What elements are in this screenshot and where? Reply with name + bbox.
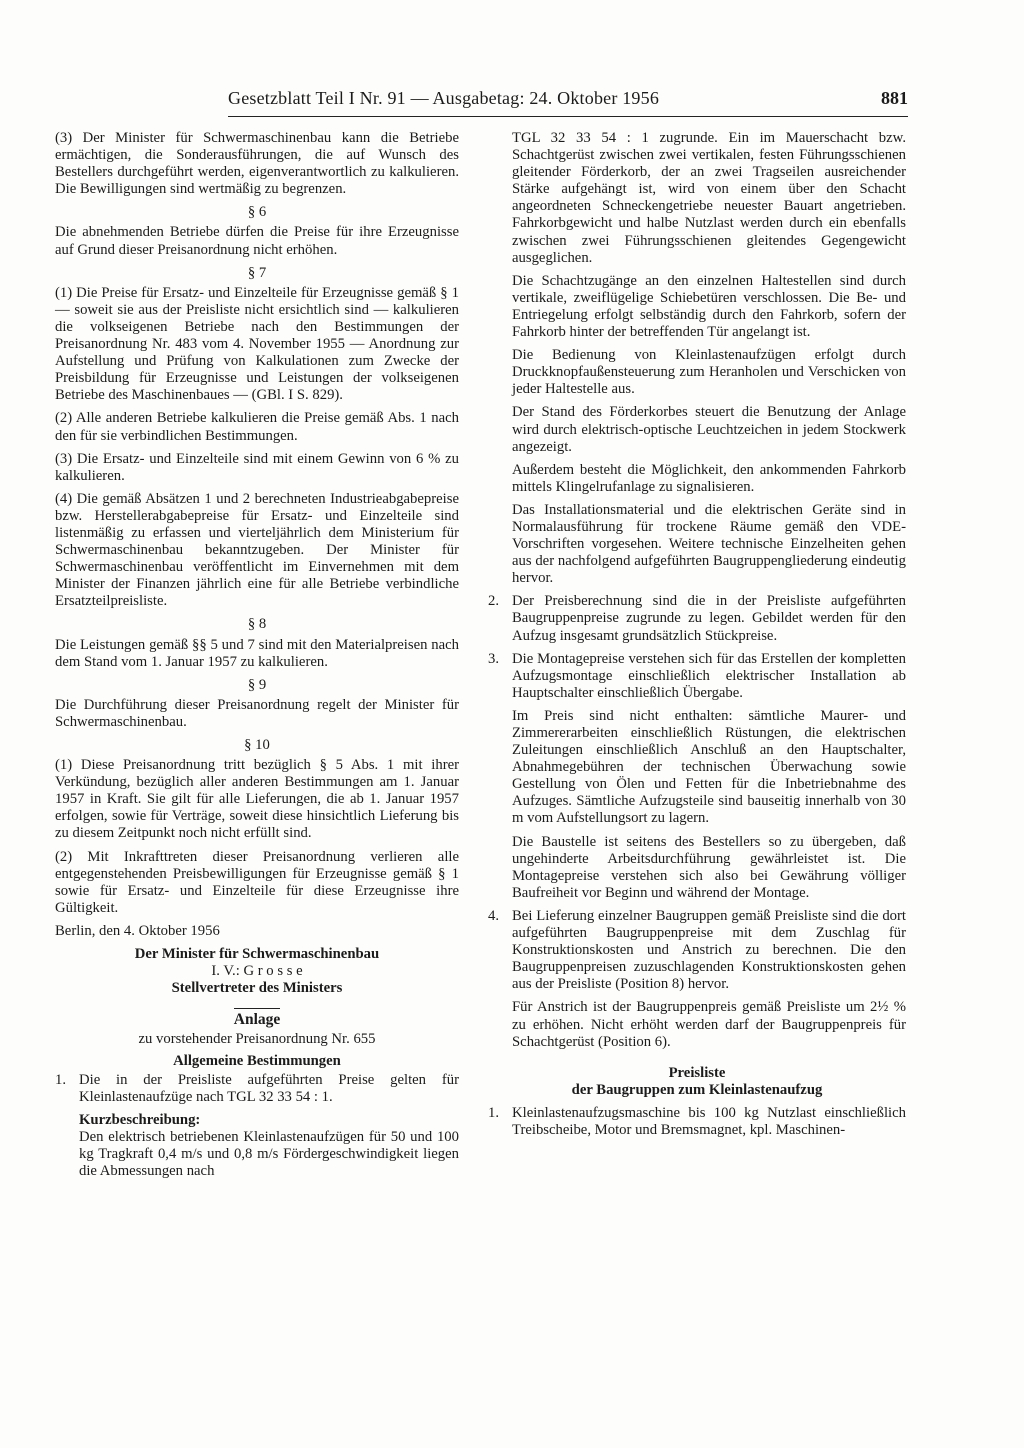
left-column	[55, 130, 459, 1186]
section-heading: § 7	[247, 264, 267, 281]
paragraph: Der Stand des Förderkorbes steuert die Benutzung der Anlage wird durch elektrisch-optische Leuchtzeichen in jedem Stockwerk angezeigt.	[512, 404, 906, 455]
item-number: 4.	[488, 907, 500, 924]
header-rule	[228, 116, 908, 117]
paragraph: (1) Diese Preisanordnung tritt bezüglich § 5 Abs. 1 mit ihrer Verkündung, bezüglich aller anderen Bestimmungen am 1. Januar 1957 in Kraft. Sie gilt für alle Lieferungen, die ab 1. Januar 1957 erfolgen, sowie für Verträge, soweit diese hinsichtlich Lieferung bis zu diesem Zeitpunkt noch nicht erfüllt sind.	[55, 757, 459, 842]
paragraph: Die Leistungen gemäß §§ 5 und 7 sind mit den Materialpreisen nach dem Stand vom 1. Januar 1957 zu kalkulieren.	[55, 636, 459, 670]
signature-role: Stellvertreter des Ministers	[171, 980, 343, 997]
paragraph: Außerdem besteht die Möglichkeit, den ankommenden Fahrkorb mittels Klingelrufanlage zu signalisieren.	[512, 461, 906, 495]
page-header	[228, 88, 908, 120]
item-number: 1.	[55, 1071, 67, 1088]
paragraph: Für Anstrich ist der Baugruppenpreis gemäß Preisliste um 2½ % zu erhöhen. Nicht erhöht werden darf der Baugruppenpreis für Schachtgerüst (Position 6).	[512, 999, 906, 1050]
page-number: 881	[881, 88, 908, 108]
paragraph: Die Baustelle ist seitens des Bestellers so zu übergeben, daß ungehinderte Arbeitsdurchführung gewährleistet ist. Die Montagepreise verstehen sich also bei Gewährung völliger Baufreiheit vor Beginn und während der Montage.	[512, 833, 906, 901]
item-text: Der Preisberechnung sind die in der Preisliste aufgeführten Baugruppenpreise zugrunde zu legen. Gebildet werden für den Aufzug insgesamt grundsätzlich Stückpreise.	[512, 593, 906, 644]
paragraph: Die abnehmenden Betriebe dürfen die Preise für ihre Erzeugnisse auf Grund dieser Preisanordnung nicht erhöhen.	[55, 224, 459, 258]
paragraph: (4) Die gemäß Absätzen 1 und 2 berechneten Industrieabgabepreise bzw. Herstellerabgabepreise für Ersatz- und Einzelteile sind listenmäßig zu erfassen und vierteljährlich dem Ministerium für Schwermaschinenbau bekanntzugeben. Der Minister für Schwermaschinenbau veröffentlicht im Einvernehmen mit dem Minister der Finanzen jährlich eine für alle Betriebe verbindliche Ersatzteilpreisliste.	[55, 490, 459, 610]
item-text: Kleinlastenaufzugsmaschine bis 100 kg Nutzlast einschließlich Treibscheibe, Motor und Bremsmagnet, kpl. Maschinen-	[512, 1104, 906, 1138]
paragraph: Im Preis sind nicht enthalten: sämtliche Maurer- und Zimmererarbeiten einschließlich Rüstungen, die elektrischen Zuleitungen einschließlich Anschluß an den Hauptschalter, Abnahmegebühren der technischen Überwachung sowie Gestellung von Ölen und Fetten für die Inbetriebnahme des Aufzuges. Sämtliche Aufzugsteile sind bauseitig innerhalb von 30 m vom Aufstellungsort zu lagern.	[512, 707, 906, 827]
paragraph: Die Schachtzugänge an den einzelnen Haltestellen sind durch vertikale, zweiflügelige Schiebetüren verschlossen. Die Be- und Entriegelung erfolgt selbständig durch den Fahrkorb, sofern der Fahrkorb hinter der betreffenden Tür angelangt ist.	[512, 272, 906, 341]
header-title: Gesetzblatt Teil I Nr. 91 — Ausgabetag: 24. Oktober 1956	[228, 88, 660, 108]
anlage-title-text: Anlage	[234, 1008, 281, 1028]
paragraph: (2) Alle anderen Betriebe kalkulieren die Preise gemäß Abs. 1 nach den für sie verbindlichen Bestimmungen.	[55, 410, 459, 444]
paragraph: TGL 32 33 54 : 1 zugrunde. Ein im Mauerschacht bzw. Schachtgerüst zwischen zwei vertikalen, festen Führungsschienen gleitender Förderkorb, der an zwei Tragseilen ausreichender Stärke aufgehängt ist, wird von einem über den Schacht angeordneten Schneckengetriebe neuester Bauart angetrieben. Fahrkorbgewicht und halbe Nutzlast werden durch ein ebenfalls zwischen zwei Führungsschienen gleitendes Gegengewicht ausgeglichen.	[512, 130, 906, 266]
place-date: Berlin, den 4. Oktober 1956	[55, 922, 220, 939]
preisliste-subtitle: der Baugruppen zum Kleinlastenaufzug	[571, 1081, 823, 1098]
allgemeine-bestimmungen-title: Allgemeine Bestimmungen	[173, 1052, 341, 1069]
item-number: 1.	[488, 1104, 500, 1121]
signature-minister: Der Minister für Schwermaschinenbau	[134, 946, 380, 963]
right-column	[488, 130, 906, 1145]
paragraph: Den elektrisch betriebenen Kleinlastenaufzügen für 50 und 100 kg Tragkraft 0,4 m/s und 0,8 m/s Fördergeschwindigkeit liegen die Abmessungen nach	[79, 1128, 459, 1180]
paragraph: Das Installationsmaterial und die elektrischen Geräte sind in Normalausführung für trockene Räume gemäß den VDE-Vorschriften vorgesehen. Weitere technische Einzelheiten gehen aus der nachfolgend aufgeführten Baugruppengliederung eindeutig hervor.	[512, 501, 906, 587]
list-item	[55, 1072, 459, 1106]
item-text: Die Montagepreise verstehen sich für das Erstellen der kompletten Aufzugsmontage einschließlich elektrischer Installation ab Hauptschalter einschließlich Übergabe.	[512, 650, 906, 701]
list-item	[488, 908, 906, 993]
item-number: 2.	[488, 593, 500, 610]
signature-name: I. V.: G r o s s e	[211, 963, 303, 980]
anlage-subtitle: zu vorstehender Preisanordnung Nr. 655	[138, 1031, 376, 1048]
list-item	[488, 1105, 906, 1139]
section-heading: § 8	[247, 616, 267, 633]
list-item	[488, 651, 906, 702]
preisliste-title: Preisliste	[668, 1064, 726, 1081]
section-heading: § 10	[244, 737, 270, 753]
section-heading: § 9	[247, 676, 267, 693]
paragraph: (3) Der Minister für Schwermaschinenbau kann die Betriebe ermächtigen, die Sonderausführungen, die auf Wunsch des Bestellers durchgeführt werden, eigenverantwortlich zu kalkulieren. Die Bewilligungen sind wertmäßig zu begrenzen.	[55, 130, 459, 198]
anlage-title	[55, 1011, 459, 1028]
item-number: 3.	[488, 650, 500, 667]
paragraph: Die Bedienung von Kleinlastenaufzügen erfolgt durch Druckknopfaußensteuerung zum Heranholen und Verschicken von jeder Haltestelle aus.	[512, 347, 906, 398]
list-item	[488, 593, 906, 644]
paragraph: (2) Mit Inkrafttreten dieser Preisanordnung verlieren alle entgegenstehenden Preisbewilligungen für Erzeugnisse gemäß § 1 sowie für Ersatz- und Einzelteile für diese Erzeugnisse ihre Gültigkeit.	[55, 848, 459, 916]
item-text: Die in der Preisliste aufgeführten Preise gelten für Kleinlastenaufzüge nach TGL 32 33 54 : 1.	[79, 1071, 459, 1105]
item-text: Bei Lieferung einzelner Baugruppen gemäß Preisliste sind die dort aufgeführten Baugruppenpreise mit dem Zuschlag für Konstruktionskosten und Anstrich zu berechnen. Die den Baugruppenpreisen zuzuschlagenden Konstruktionskosten gehen aus der Preisliste (Position 8) hervor.	[512, 907, 906, 993]
paragraph: (1) Die Preise für Ersatz- und Einzelteile für Erzeugnisse gemäß § 1 — soweit sie aus der Preisliste nicht ersichtlich sind — kalkulieren die volkseigenen Betriebe nach den Bestimmungen der Preisanordnung Nr. 483 vom 4. November 1955 — Anordnung zur Aufstellung und Prüfung von Kalkulationen zum Zwecke der Preisbildung für Erzeugnisse und Leistungen der volkseigenen Betriebe des Maschinenbaues — (GBl. I S. 829).	[55, 284, 459, 404]
paragraph: (3) Die Ersatz- und Einzelteile sind mit einem Gewinn von 6 % zu kalkulieren.	[55, 450, 459, 484]
section-heading: § 6	[247, 204, 267, 221]
paragraph: Die Durchführung dieser Preisanordnung regelt der Minister für Schwermaschinenbau.	[55, 696, 459, 730]
kurzbeschreibung-title: Kurzbeschreibung:	[79, 1111, 201, 1128]
